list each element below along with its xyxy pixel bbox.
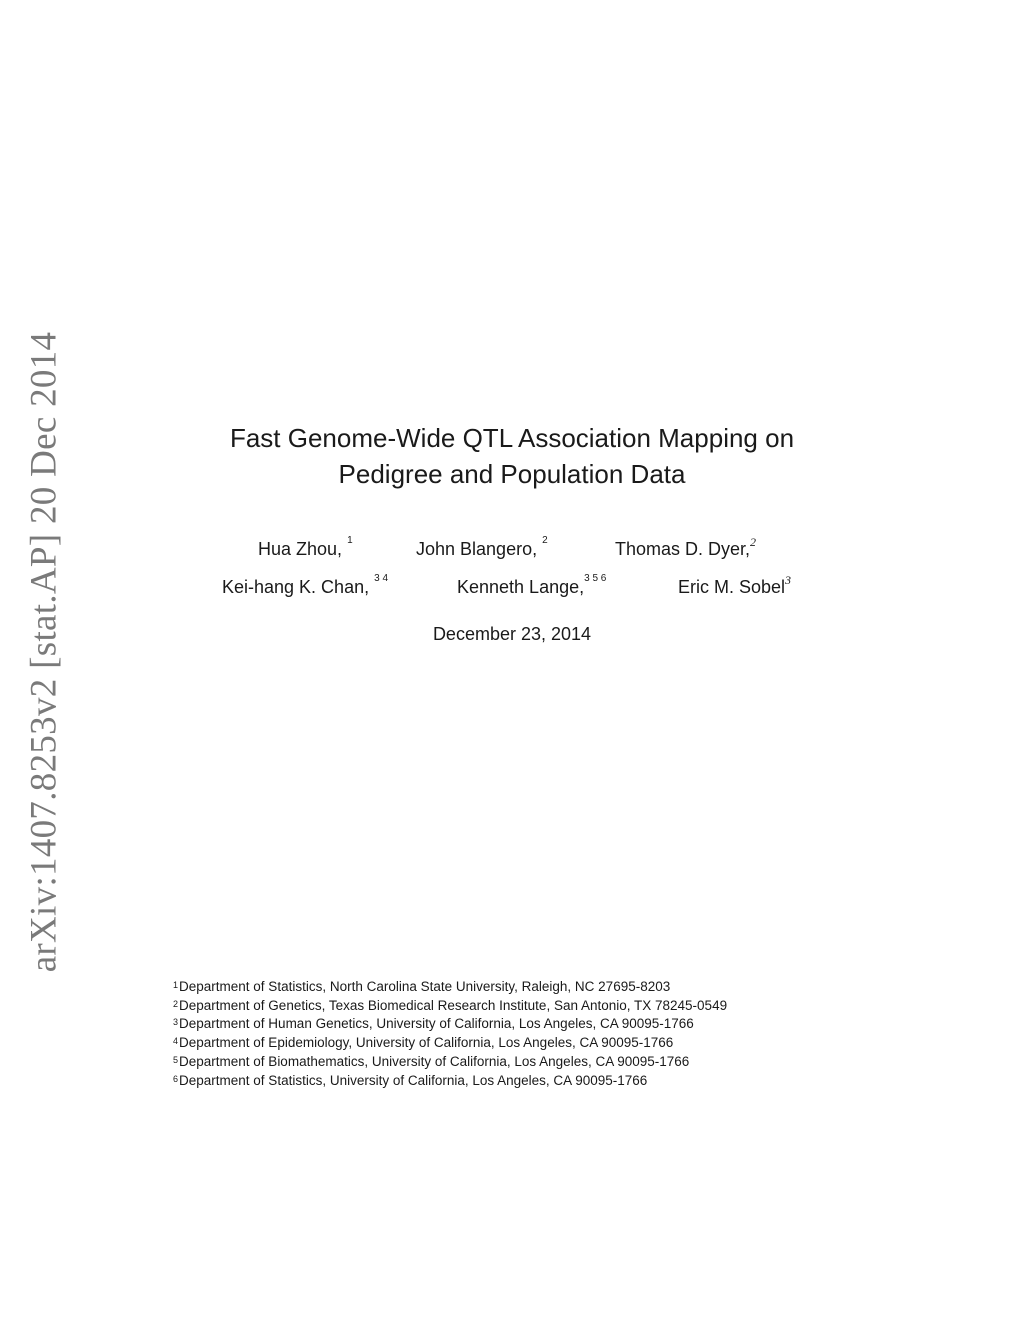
affiliation-text: Department of Biomathematics, University of California, Los Angeles, CA 90095-1766 (179, 1053, 690, 1069)
affiliation-number: 5 (173, 1054, 179, 1065)
affiliation-number: 1 (173, 980, 179, 990)
affiliation-mark: 3 4 (374, 573, 389, 584)
affiliation-mark: 1 (347, 535, 353, 546)
affiliation-number: 2 (173, 998, 179, 1009)
affiliation-mark: 3 5 6 (584, 573, 607, 584)
affiliation-number: 4 (173, 1036, 179, 1047)
affiliation-2 (173, 997, 727, 1016)
author-name: John Blangero, (416, 539, 543, 559)
author-name: Kenneth Lange, (457, 577, 585, 597)
publication-date: December 23, 2014 (432, 624, 592, 644)
paper-title-line-1: Fast Genome-Wide QTL Association Mapping on (229, 423, 795, 453)
arxiv-identifier-stamp: arXiv:1407.8253v2 [stat.AP] 20 Dec 2014 (23, 331, 65, 973)
affiliation-text: Department of Epidemiology, University of California, Los Angeles, CA 90095-1766 (179, 1035, 674, 1051)
affiliation-mark: 3 (785, 573, 792, 587)
author-name: Thomas D. Dyer, (615, 539, 751, 559)
author-name: Kei-hang K. Chan, (222, 577, 375, 597)
affiliation-text: Department of Statistics, North Carolina State University, Raleigh, NC 27695-8203 (179, 979, 671, 994)
affiliation-footnotes (173, 978, 727, 1090)
affiliation-number: 6 (173, 1073, 179, 1084)
affiliation-mark: 2 (542, 535, 548, 546)
author-thomas-dyer (615, 535, 757, 560)
paper-title-line-2: Pedigree and Population Data (338, 459, 686, 489)
affiliation-text: Department of Human Genetics, University of California, Los Angeles, CA 90095-1766 (179, 1016, 694, 1032)
author-name: Hua Zhou, (258, 539, 348, 559)
author-name: Eric M. Sobel (678, 577, 786, 597)
paper-title (0, 420, 1024, 492)
author-kei-hang-chan (222, 573, 389, 598)
affiliation-text: Department of Statistics, University of California, Los Angeles, CA 90095-1766 (179, 1072, 648, 1088)
author-eric-sobel (678, 573, 792, 598)
author-john-blangero (416, 535, 548, 560)
affiliation-5 (173, 1053, 727, 1072)
affiliation-4 (173, 1034, 727, 1053)
author-row-1 (0, 535, 1024, 563)
author-hua-zhou (258, 535, 353, 560)
author-kenneth-lange (457, 573, 607, 598)
affiliation-text: Department of Genetics, Texas Biomedical Research Institute, San Antonio, TX 78245-0549 (179, 997, 728, 1013)
affiliation-3 (173, 1015, 727, 1034)
affiliation-6 (173, 1072, 727, 1091)
affiliation-1 (173, 978, 727, 997)
author-row-2 (0, 573, 1024, 601)
affiliation-number: 3 (173, 1017, 179, 1028)
affiliation-mark: 2 (750, 535, 757, 549)
